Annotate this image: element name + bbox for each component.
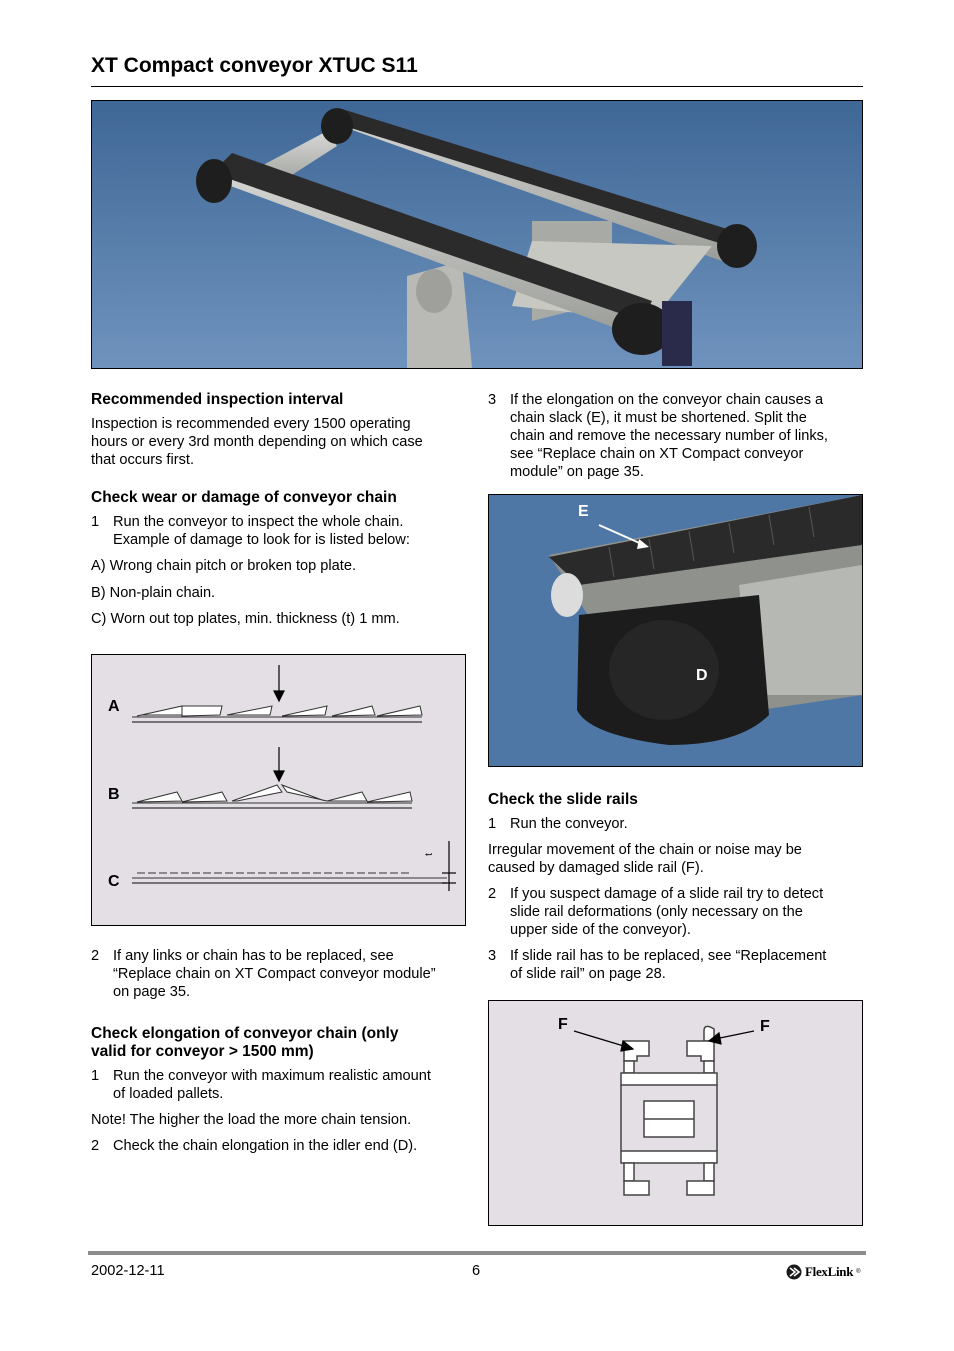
logo-trademark: ® xyxy=(856,1269,861,1275)
right-column-top xyxy=(488,391,868,481)
elongation-step-1-line-1: Run the conveyor with maximum realistic amount xyxy=(113,1068,431,1084)
diagram-label-f-left: F xyxy=(558,1016,568,1033)
slide-note-line-2: caused by damaged slide rail (F). xyxy=(488,860,704,876)
chain-drawing xyxy=(92,655,465,925)
slide-step-2-line-1: If you suspect damage of a slide rail try to detect xyxy=(510,886,824,902)
slide-step-1-note xyxy=(488,841,868,877)
slide-step-3-line-1: If slide rail has to be replaced, see “Replacement xyxy=(510,948,827,964)
elongation-step-2-text: Check the chain elongation in the idler end (D). xyxy=(113,1138,418,1154)
chain-damage-diagram xyxy=(91,654,466,926)
replace-line-3: on page 35. xyxy=(113,984,191,1000)
wear-sub-b: B) Non-plain chain. xyxy=(91,585,216,601)
elongation-heading-line-2: valid for conveyor > 1500 mm) xyxy=(91,1043,314,1060)
slide-rail-profile-diagram xyxy=(488,1000,863,1226)
step-number: 1 xyxy=(488,816,497,832)
replace-line-2: “Replace chain on XT Compact conveyor module” xyxy=(113,966,436,982)
slide-note-line-1: Irregular movement of the chain or noise may be xyxy=(488,842,802,858)
step-number: 2 xyxy=(488,886,497,902)
diagram-label-c: C xyxy=(108,873,120,890)
wear-heading: Check wear or damage of conveyor chain xyxy=(91,489,397,506)
step-number: 3 xyxy=(488,392,497,408)
elongation-note: Note! The higher the load the more chain tension. xyxy=(91,1112,412,1128)
diagram-label-a: A xyxy=(108,698,120,715)
idler-end-photo xyxy=(488,494,863,767)
slack-line-5: module” on page 35. xyxy=(510,464,644,480)
wear-step-1 xyxy=(91,513,471,549)
slide-step-3-line-2: of slide rail” on page 28. xyxy=(510,966,666,982)
step-number: 2 xyxy=(91,948,100,964)
elongation-heading-line-1: Check elongation of conveyor chain (only xyxy=(91,1025,399,1042)
photo-label-e: E xyxy=(578,503,589,520)
wear-step-1-line-1: Run the conveyor to inspect the whole chain. xyxy=(113,514,404,530)
step-number: 1 xyxy=(91,514,100,530)
rail-profile-drawing xyxy=(489,1001,862,1225)
left-column-bottom xyxy=(91,947,471,1155)
left-column-top xyxy=(91,391,471,628)
slack-line-1: If the elongation on the conveyor chain causes a xyxy=(510,392,824,408)
slack-line-3: chain and remove the necessary number of links, xyxy=(510,428,828,444)
flexlink-mark-icon xyxy=(786,1264,802,1280)
elongation-heading xyxy=(91,1025,471,1061)
slack-line-2: chain slack (E), it must be shortened. Split the xyxy=(510,410,807,426)
wear-sub-a: A) Wrong chain pitch or broken top plate. xyxy=(91,558,356,574)
inspection-heading: Recommended inspection interval xyxy=(91,391,344,408)
elongation-step-1 xyxy=(91,1067,471,1103)
slide-step-3 xyxy=(488,947,868,983)
inspection-line-3: that occurs first. xyxy=(91,452,194,468)
header-rule xyxy=(91,86,863,87)
elongation-step-2 xyxy=(91,1137,471,1155)
step-number: 2 xyxy=(91,1138,100,1154)
slide-rails-heading: Check the slide rails xyxy=(488,791,638,808)
footer-date: 2002-12-11 xyxy=(91,1263,165,1279)
footer-rule xyxy=(88,1251,866,1255)
diagram-label-f-right: F xyxy=(760,1018,770,1035)
slide-step-2 xyxy=(488,885,868,939)
slack-step-3 xyxy=(488,391,868,481)
thickness-label: t xyxy=(423,853,435,856)
photo-label-d: D xyxy=(696,667,708,684)
wear-sub-c: C) Worn out top plates, min. thickness (t) 1 mm. xyxy=(91,611,400,627)
diagram-label-b: B xyxy=(108,786,120,803)
step-number: 1 xyxy=(91,1068,100,1084)
slide-step-1-text: Run the conveyor. xyxy=(510,816,628,832)
replace-step-2 xyxy=(91,947,471,1001)
slide-step-2-line-2: slide rail deformations (only necessary on the xyxy=(510,904,803,920)
slack-line-4: see “Replace chain on XT Compact conveyor xyxy=(510,446,804,462)
slide-step-1 xyxy=(488,815,868,833)
page-number: 6 xyxy=(472,1263,481,1279)
wear-step-1-line-2: Example of damage to look for is listed below: xyxy=(113,532,410,548)
step-number: 3 xyxy=(488,948,497,964)
inspection-line-1: Inspection is recommended every 1500 operating xyxy=(91,416,411,432)
right-column-bottom xyxy=(488,791,868,983)
page-title: XT Compact conveyor XTUC S11 xyxy=(91,54,418,77)
conveyor-photo xyxy=(91,100,863,369)
elongation-step-1-line-2: of loaded pallets. xyxy=(113,1086,224,1102)
inspection-line-2: hours or every 3rd month depending on which case xyxy=(91,434,423,450)
slide-step-2-line-3: upper side of the conveyor). xyxy=(510,922,691,938)
flexlink-logo xyxy=(786,1264,861,1280)
logo-brand: FlexLink xyxy=(805,1264,854,1279)
replace-line-1: If any links or chain has to be replaced, see xyxy=(113,948,394,964)
